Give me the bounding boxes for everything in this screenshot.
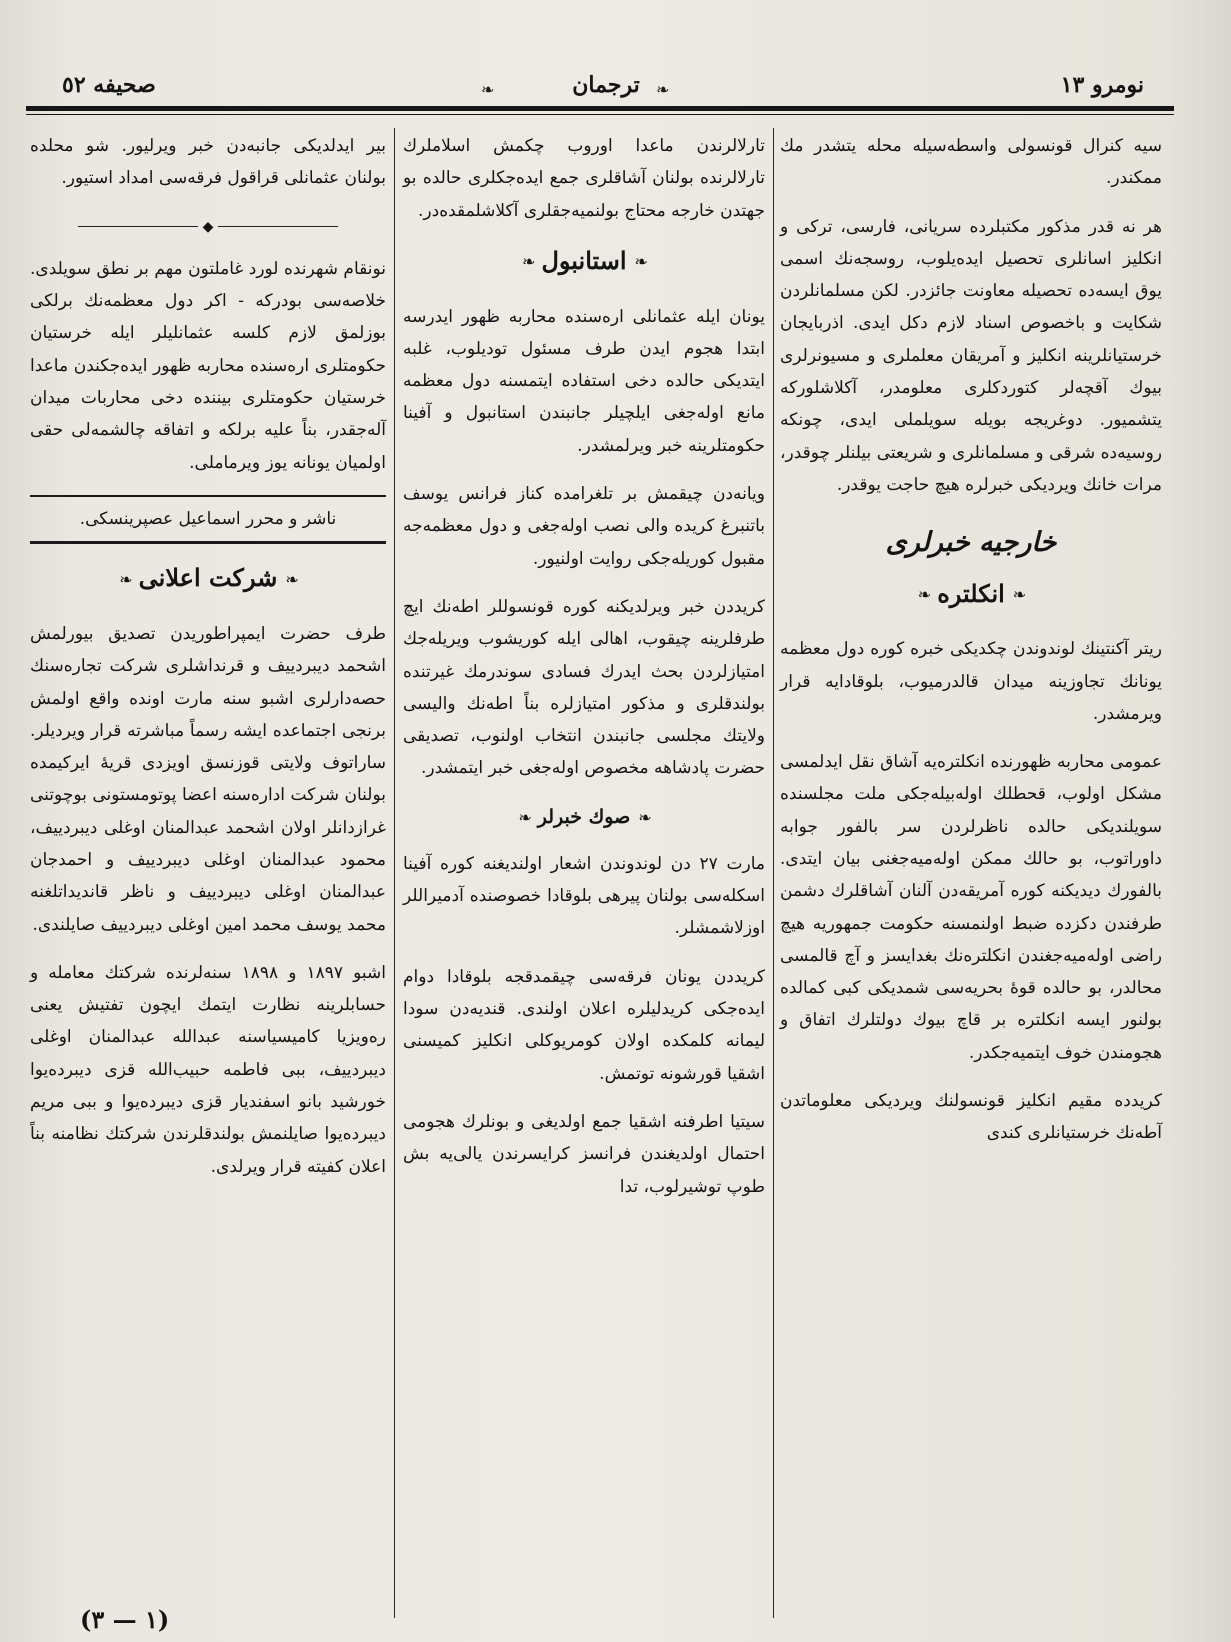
article-paragraph: سیتیا اطرفنه اشقیا جمع اولدیغی و بونلرك هجومی احتمال اولدیغندن فرانسز کرایسرندن یالی‌یه بش طوپ توشیرلوب، تدا xyxy=(403,1111,765,1197)
notice-paragraph: اشبو ١٨٩٧ و ١٨٩٨ سنه‌لرنده شرکتك معامله و حسابلرینه نظارت ایتمك ایچون تفتیش یعنی رەویزیا کامیسیاسنه عبدالله عبدالمنان اوغلی دیبردییف، ببی فاطمه حبیب‌الله قزی دیبردەیوا خورشید بانو اسفندیار قزی دیبردەیوا و ببی مریم دیبردەیوا صایلنمش بولندقلرندن شرکتك نظامنه بناً اعلان کفیته قرار ویرلدی. xyxy=(30,962,386,1177)
ornament-icon: ❧ xyxy=(917,584,930,604)
article-paragraph: بیر ایدلدیکی جانبه‌دن خبر ویرلیور. شو محلده بولنان عثمانلی قراقول فرقه‌سی امداد استیور. xyxy=(30,136,386,189)
publisher-line: ناشر و محرر اسماعیل عصپرینسکی. xyxy=(79,508,337,529)
article-paragraph: هر نه قدر مذکور مکتبلرده سریانی، فارسی، ترکی و انکلیز اسانلری تحصیل ایده‌یلوب، روسجه‌نك اسمی یوق ایسه‌ده تحصیله معاونت جائزدر. لکن مسلمانلردن شکایت و باخصوص اسناد لازم دکل ایدی. اذربایجان خرستیانلرینه انکلیز و آمریقان معلملری و مسیونرلری بیوك آقچه‌لر کتوردکلری معلومدر، آکلاشلورکه یتشمیور. دوغریجه بویله سویلملی ایدی، چونکه روسیه‌ده شرقی و مسلمانلری و شریعتی بیلنلر چوقدر، مرات خانك ویردیکی خبرلره هیچ حاجت یوقدر. xyxy=(780,216,1162,495)
article-paragraph: کریددن خبر ویرلدیکنه کوره قونسوللر اطه‌نك ایچ طرفلرینه چیقوب، اهالی ایله کوریشوب ویریله‌جك امتیازلردن بحث ایدرك فسادی سوندرمك غیرتنده بولندقلری و مذکور امتیازلره بناً اطه‌نك والیسی ولایتك مجلسی جانبندن انتخاب اولنوب، تصدیقی حضرت پادشاهه مخصوص اوله‌جغی خبر ایتمشدر. xyxy=(403,596,765,779)
section-divider xyxy=(30,211,386,243)
page-number: صحیفه ٥٢ xyxy=(62,72,156,98)
issue-number: نومرو ١٣ xyxy=(1060,72,1144,98)
ornament-icon: ❧ xyxy=(638,807,650,827)
column-left xyxy=(30,130,386,1199)
article-paragraph: ریتر آکنتینك لوندوندن چکدیکی خبره کوره دول معظمه یونانك تجاوزینه میدان قالدرمیوب، بلوقادایه قرار ویرمشدر. xyxy=(780,639,1162,724)
ornament-icon: ❧ xyxy=(119,569,131,589)
article-paragraph: عمومی محاربه ظهورنده انکلتره‌یه آشاق نقل ایدلمسی مشکل اولوب، قحطلك اوله‌بیله‌جکی ملت مجلسنده سویلندیکی حالده ناظرلردن سر بالفور جوابه داوراتوب، بو حالك ممکن اوله‌میه‌جغنی بیان ایتدی. بالفورك دیدیکنه کوره آمریقه‌دن آلنان آشاقلرك دشمن طرفندن دکزده ضبط اولنمسنه حکومت جمهوریه هیچ راضی اوله‌میه‌جغندن انکلتره‌نك بغدایسز و آچ قالمسی محالدر، بو حالده قوۀ بحریه‌سی شمدیکی کبی کمالده بولنور ایسه انکلتره بر قاچ بیوك دولتلرك اتفاق و هجومندن خوف ایتمیه‌جکدر. xyxy=(780,752,1162,1063)
section-heading-label: انکلتره xyxy=(937,578,1005,608)
notice-paragraph: طرف حضرت ایمپراطوریدن تصدیق بیورلمش اشحمد دیبردییف و قرنداشلری شرکت تجاره‌سنك حصه‌دارلری اشبو سنه مارت اونده واقع اولمش برنجی اجتماعده ایشه رسماً مباشرته قرار ویردیلر. ساراتوف ولایتی قوزنسق اویزدی قریۀ ایرکیمده بولنان شرکت اداره‌سنه اعضا پوتومستونی بوچوتنی غرازدانلر اولان اشحمد عبدالمنان اوغلی دیبردییف، محمود عبدالمنان اوغلی دیبردییف و احمدجان عبدالمنان اوغلی دیبردییف و ناظر قاندیداتلغنه محمد یوسف محمد امین اوغلی دیبردییف صایلندی. xyxy=(30,623,386,935)
section-heading-company-notice xyxy=(30,562,386,596)
ornament-icon: ❧ xyxy=(634,252,646,272)
header-rule xyxy=(26,106,1174,111)
column-right xyxy=(780,130,1162,1166)
article-paragraph: مارت ٢٧ دن لوندوندن اشعار اولندیغنه کوره آفینا اسکله‌سی بولنان پیرهی بلوقادا خصوصنده آدمیراللر اوزلاشمشلر. xyxy=(403,853,765,939)
ornament-icon: ❧ xyxy=(285,569,297,589)
ornament-icon: ❧ xyxy=(656,80,668,99)
diamond-icon: ◆ xyxy=(202,218,214,235)
page-header xyxy=(26,72,1174,108)
column-divider xyxy=(394,128,395,1618)
section-heading-label: شرکت اعلانی xyxy=(138,563,278,593)
ornament-icon: ❧ xyxy=(518,807,530,827)
section-heading-istanbul xyxy=(403,245,765,279)
ornament-icon: ❧ xyxy=(1012,584,1025,604)
masthead-title: ترجمان xyxy=(572,72,640,98)
notice-number: (١ — ٣) xyxy=(80,1605,170,1634)
article-paragraph: سیه کنرال قونسولی واسطه‌سیله محله یتشدر مك ممکندر. xyxy=(780,136,1162,189)
ornament-icon: ❧ xyxy=(481,80,493,99)
article-paragraph: ویانه‌دن چیقمش بر تلغرامده کناز فرانس یوسف باتنبرغ کریده والی نصب اوله‌جغی و دول معظمه‌جه مقبول کوریله‌جکی روایت اولنیور. xyxy=(403,484,766,569)
ornament-icon: ❧ xyxy=(522,252,534,272)
column-middle xyxy=(403,130,765,1219)
section-heading-latest-news xyxy=(403,801,765,834)
header-rule-thin xyxy=(26,114,1174,115)
article-paragraph: کریددن یونان فرقه‌سی چیقمدقجه بلوقادا دوام ایده‌جکی کریدلیلره اعلان اولندی. قندیه‌دن سودا لیمانه کلمکده اولان کومریوکلی انکلیز کمیسنی اشقیا قورشونه توتمش. xyxy=(403,966,765,1084)
section-heading-label: استانبول xyxy=(541,245,627,275)
rule xyxy=(30,495,386,497)
article-paragraph: یونان ایله عثمانلی اره‌سنده محاربه ظهور ایدرسه ابتدا هجوم ایدن طرف مسئول تودیلوب، غلبه ایتدیکی حالده دخی استفاده ایتمسنه دول معظمه مانع اوله‌جغی ایلچیلر جانبندن استانبول و آفینا حکومتلرینه خبر ویرلمشدر. xyxy=(403,306,765,456)
article-paragraph: نونقام شهرنده لورد غاملتون مهم بر نطق سویلدی. خلاصه‌سی بودرکه - اکر دول معظمه‌نك برلکی بوزلمق لازم کلسه عثمانلیلر ایله خرستیان حکومتلری اره‌سنده محاربه ظهور ایده‌جکندن ماعدا خرستیان حکومتلری بیننده دخی محاربات میدان آله‌جقدر، بناً علیه برلکه و اتفاقه چالشمه‌لی حقی اولمیان یونانه یوز ویرماملی. xyxy=(30,258,386,473)
divider-line xyxy=(78,226,198,227)
article-paragraph: کریدده مقیم انکلیز قونسولنك ویردیکی معلوماتدن آطه‌نك خرستیانلری کندی xyxy=(780,1091,1162,1144)
divider-line xyxy=(218,226,338,227)
section-heading-label: صوك خبرلر xyxy=(537,805,631,828)
rule xyxy=(30,541,386,544)
section-heading-england xyxy=(780,578,1162,612)
section-heading-foreign-news: خارجیه خبرلری xyxy=(885,527,1057,559)
article-paragraph: تارلالرندن ماعدا اوروب چکمش اسلاملرك تارلالرنده بولنان آشاقلری جمع ایده‌جکلری حالده بو جهتدن خارجه محتاج بولنمیه‌جقلری آکلاشلمقده‌در. xyxy=(403,136,765,221)
column-divider xyxy=(773,128,774,1618)
